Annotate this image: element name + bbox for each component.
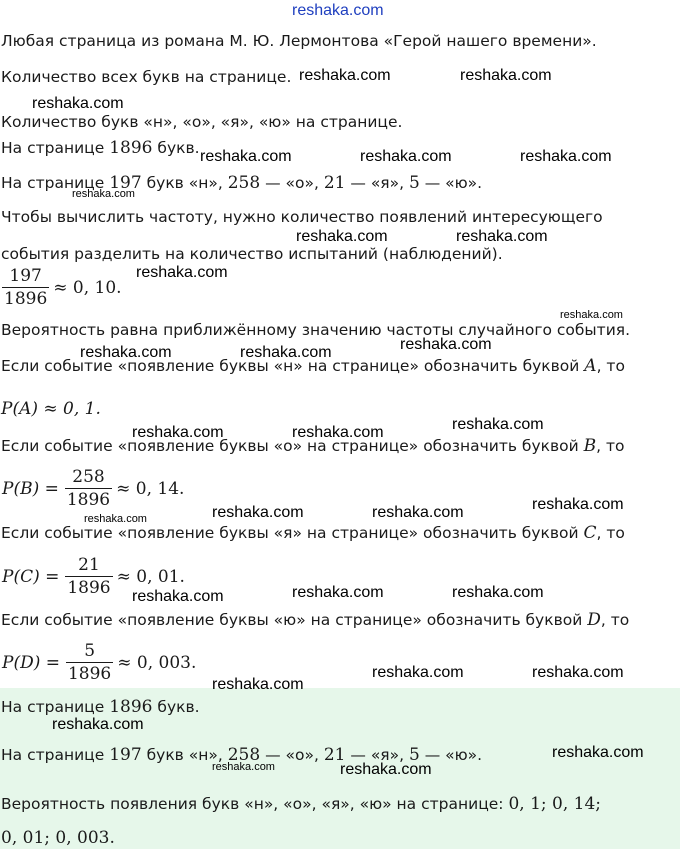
watermark: reshaka.com (212, 676, 304, 693)
event-a-definition: Если событие «появление буквы «н» на странице» обозначить буквой A, то (1, 356, 625, 376)
text-fragment: букв «н», (141, 746, 228, 764)
text-fragment: — «о», (260, 746, 324, 764)
text-fragment: На странице (1, 746, 110, 764)
watermark: reshaka.com (292, 424, 384, 441)
watermark: reshaka.com (456, 228, 548, 245)
watermark: reshaka.com (136, 264, 228, 281)
count-number: 5 (408, 745, 420, 765)
watermark: reshaka.com (372, 664, 464, 681)
event-a-probability: P(A) ≈ 0, 1. (1, 399, 101, 419)
text-line-page-total: На странице 1896 букв. (1, 138, 200, 158)
count-number: 21 (323, 173, 346, 193)
watermark: reshaka.com (340, 761, 432, 778)
count-number: 258 (227, 173, 261, 193)
total-number: 1896 (109, 138, 153, 158)
event-d-definition: Если событие «появление буквы «ю» на странице» обозначить буквой D, то (1, 610, 630, 630)
watermark: reshaka.com (32, 95, 124, 112)
frequency-approx: ≈ 0, 10. (53, 277, 122, 298)
frequency-numerator: 197 (9, 266, 42, 286)
watermark: reshaka.com (212, 761, 275, 773)
frequency-fraction (2, 266, 49, 309)
watermark: reshaka.com (400, 336, 492, 353)
text-line-letter-counts: Количество букв «н», «о», «я», «ю» на странице. (1, 113, 403, 131)
watermark: reshaka.com (80, 344, 172, 361)
event-c-formula: P(C) = $\frac{21}{1896}$ ≈ 0, 01. (2, 555, 185, 598)
text-line-method-1: Чтобы вычислить частоту, нужно количество появлений интересующего (1, 208, 603, 226)
watermark: reshaka.com (240, 344, 332, 361)
text-line-method-2: события разделить на количество испытаний (наблюдений). (1, 245, 503, 263)
watermark: reshaka.com (132, 588, 224, 605)
count-number: 21 (323, 745, 346, 765)
watermark: reshaka.com (452, 416, 544, 433)
text-fragment: — «я», (345, 174, 409, 192)
watermark: reshaka.com (212, 504, 304, 521)
event-d-formula: P(D) = $\frac{5}{1896}$ ≈ 0, 003. (2, 641, 197, 684)
count-number: 197 (109, 745, 142, 765)
text-line-probability-note: Вероятность равна приближённому значению частоты случайного события. (1, 321, 631, 339)
frequency-denominator: 1896 (4, 289, 48, 309)
answer-probabilities: Вероятность появления букв «н», «о», «я», «ю» на странице: 0, 1; 0, 14; (1, 794, 602, 814)
watermark: reshaka.com (200, 148, 292, 165)
watermark: reshaka.com (372, 504, 464, 521)
text-line-total-letters: Количество всех букв на странице. (1, 68, 292, 86)
event-b-definition: Если событие «появление буквы «о» на странице» обозначить буквой B, то (1, 436, 625, 456)
frequency-formula (2, 266, 122, 309)
watermark: reshaka.com (560, 309, 623, 321)
event-b-formula: P(B) = $\frac{258}{1896}$ ≈ 0, 14. (2, 467, 185, 510)
text-fragment: — «о», (260, 174, 324, 192)
count-number: 258 (227, 745, 261, 765)
count-number: 197 (109, 173, 142, 193)
text-fragment: — «я», (345, 746, 409, 764)
watermark: reshaka.com (552, 744, 644, 761)
answer-probabilities-cont: 0, 01; 0, 003. (1, 828, 115, 848)
watermark: reshaka.com (52, 716, 144, 733)
watermark: reshaka.com (360, 148, 452, 165)
watermark: reshaka.com (292, 584, 384, 601)
watermark: reshaka.com (452, 584, 544, 601)
header-watermark: reshaka.com (292, 2, 384, 19)
answer-page-total: На странице 1896 букв. (1, 697, 200, 717)
text-fragment: — «ю». (419, 174, 483, 192)
watermark: reshaka.com (460, 67, 552, 84)
watermark: reshaka.com (72, 188, 135, 200)
watermark: reshaka.com (84, 513, 147, 525)
watermark: reshaka.com (132, 424, 224, 441)
watermark: reshaka.com (532, 664, 624, 681)
text-fragment: букв «н», (141, 174, 228, 192)
count-number: 5 (408, 173, 420, 193)
watermark: reshaka.com (299, 67, 391, 84)
text-fragment: На странице (1, 174, 110, 192)
watermark: reshaka.com (296, 228, 388, 245)
text-line-source: Любая страница из романа М. Ю. Лермонтова «Герой нашего времени». (1, 32, 597, 50)
watermark: reshaka.com (520, 148, 612, 165)
event-c-definition: Если событие «появление буквы «я» на странице» обозначить буквой C, то (1, 523, 625, 543)
text-fragment: — «ю». (419, 746, 483, 764)
watermark: reshaka.com (532, 496, 624, 513)
